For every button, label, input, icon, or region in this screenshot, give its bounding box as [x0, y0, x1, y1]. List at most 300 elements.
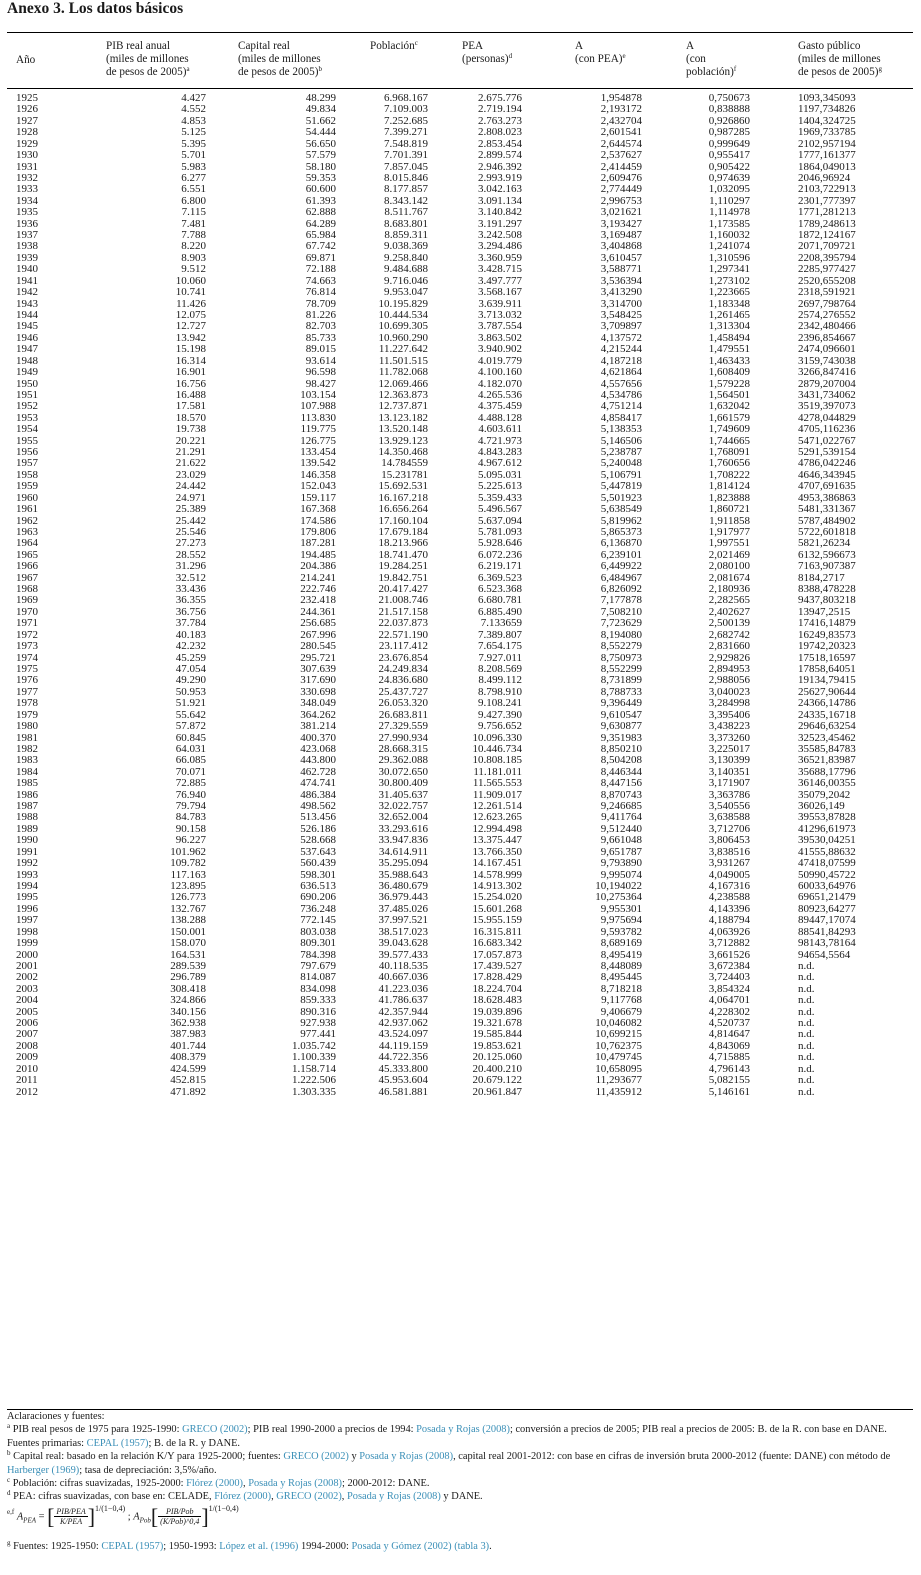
cell-gasto: 25627,90644: [798, 685, 856, 698]
cell-gasto: 41296,61973: [798, 822, 856, 835]
table-row: [0, 1041, 921, 1052]
ref-link[interactable]: GRECO (2002): [182, 1424, 248, 1436]
cell-a-pob: 3,373260: [708, 731, 750, 744]
cell-capital: 295.721: [300, 651, 336, 664]
table-row: [0, 241, 921, 252]
cell-anio: 1978: [16, 697, 38, 710]
cell-capital: 119.775: [300, 423, 336, 436]
cell-pib: 47.054: [175, 663, 206, 675]
cell-gasto: 35079,2042: [798, 788, 851, 801]
cell-a-pob: 5,082155: [708, 1074, 750, 1087]
cell-poblacion: 27.329.559: [378, 720, 428, 733]
cell-anio: 1927: [16, 114, 38, 127]
cell-pea: 7.389.807: [478, 628, 522, 641]
cell-pea: 14.578.999: [472, 868, 522, 881]
cell-poblacion: 10.444.534: [378, 308, 428, 321]
cell-pib: 64.031: [175, 742, 206, 755]
cell-gasto: 89447,17074: [798, 914, 856, 927]
table-row: [0, 436, 921, 447]
cell-capital: 267.996: [300, 628, 336, 641]
cell-capital: 977.441: [300, 1028, 336, 1041]
cell-a-pea: 3,169487: [600, 229, 642, 242]
ref-link[interactable]: López et al. (1996): [219, 1540, 299, 1552]
cell-pea: 12.623.265: [472, 811, 522, 824]
cell-gasto: 4646,343945: [798, 468, 856, 481]
table-row: [0, 504, 921, 515]
cell-pib: 123.895: [170, 879, 206, 892]
table-row: [0, 162, 921, 173]
cell-capital: 1.035.742: [292, 1039, 336, 1052]
cell-pea: 7.927.011: [478, 651, 522, 664]
cell-poblacion: 36.480.679: [378, 879, 428, 892]
cell-pib: 4.552: [181, 103, 206, 116]
cell-gasto: 2342,480466: [798, 320, 856, 333]
cell-pib: 5.125: [181, 126, 206, 139]
cell-a-pob: 1,160032: [708, 229, 750, 242]
cell-pea: 3.787.554: [478, 320, 522, 333]
cell-pea: 5.928.646: [478, 537, 522, 550]
cell-anio: 1937: [16, 229, 38, 242]
cell-anio: 1954: [16, 423, 38, 436]
ref-link[interactable]: Posada y Rojas (2008): [416, 1424, 510, 1436]
cell-gasto: 80923,64277: [798, 902, 856, 915]
cell-anio: 1947: [16, 343, 38, 356]
cell-pib: 25.546: [175, 525, 206, 538]
table-row: [0, 904, 921, 915]
cell-pib: 8.903: [181, 251, 206, 264]
cell-a-pob: 1,183348: [708, 297, 750, 310]
cell-pib: 51.921: [175, 697, 206, 710]
cell-a-pob: 1,997551: [708, 537, 750, 550]
cell-a-pob: 2,402627: [708, 605, 750, 618]
cell-capital: 159.117: [300, 491, 336, 504]
cell-capital: 834.098: [300, 982, 336, 995]
cell-capital: 174.586: [300, 514, 336, 527]
cell-a-pob: 2,500139: [708, 617, 750, 630]
cell-capital: 809.301: [300, 937, 336, 950]
cell-a-pob: 3,712882: [708, 937, 750, 950]
cell-anio: 1995: [16, 891, 38, 904]
cell-pea: 5.781.093: [478, 525, 522, 538]
cell-pib: 289.539: [170, 959, 206, 972]
cell-capital: 51.662: [305, 114, 336, 127]
ref-link[interactable]: CEPAL (1957): [101, 1540, 164, 1552]
cell-poblacion: 45.333.800: [378, 1062, 428, 1075]
cell-a-pea: 3,588771: [600, 263, 642, 276]
table-row: [0, 1087, 921, 1098]
cell-a-pob: 1,114978: [709, 206, 750, 219]
cell-a-pob: 4,188794: [708, 914, 750, 927]
cell-pib: 138.288: [170, 914, 206, 927]
cell-poblacion: 35.295.094: [378, 857, 428, 870]
cell-anio: 1941: [16, 274, 38, 287]
cell-capital: 381.214: [300, 720, 336, 733]
cell-gasto: 2208,395794: [798, 251, 856, 264]
cell-capital: 814.087: [300, 971, 336, 984]
table-top-rule: [7, 32, 913, 33]
cell-a-pea: 5,865373: [600, 525, 642, 538]
cell-a-pea: 8,718218: [600, 982, 642, 995]
cell-capital: 280.545: [300, 640, 336, 653]
cell-gasto: 35585,84783: [798, 742, 856, 755]
cell-a-pob: 1,661579: [708, 411, 750, 424]
table-row: [0, 778, 921, 789]
cell-pea: 2.719.194: [478, 103, 522, 116]
cell-anio: 2012: [16, 1085, 38, 1098]
cell-anio: 2002: [16, 971, 38, 984]
cell-capital: 62.888: [305, 206, 336, 219]
cell-capital: 859.333: [300, 994, 336, 1007]
cell-pib: 109.782: [170, 857, 206, 870]
cell-pea: 17.828.429: [472, 971, 522, 984]
cell-gasto: n.d.: [798, 971, 815, 984]
cell-pea: 4.603.611: [478, 423, 522, 436]
cell-gasto: 2046,96924: [798, 171, 851, 184]
cell-poblacion: 22.571.190: [378, 628, 428, 641]
table-row: [0, 607, 921, 618]
cell-a-pea: 3,193427: [600, 217, 642, 230]
ref-link[interactable]: CEPAL (1957): [86, 1437, 149, 1449]
table-row: [0, 230, 921, 241]
cell-pib: 70.071: [175, 765, 206, 778]
cell-gasto: 88541,84293: [798, 925, 856, 938]
cell-pib: 36.355: [175, 594, 206, 607]
cell-poblacion: 21.008.746: [378, 594, 428, 607]
cell-gasto: 1872,124167: [798, 229, 856, 242]
table-row: [0, 538, 921, 549]
cell-pib: 6.551: [181, 183, 206, 196]
cell-capital: 1.158.714: [292, 1062, 336, 1075]
cell-anio: 1990: [16, 834, 38, 847]
cell-anio: 1953: [16, 411, 38, 424]
cell-pib: 24.442: [175, 480, 206, 493]
cell-gasto: 17858,64051: [798, 663, 856, 675]
cell-pea: 8.499.112: [478, 674, 522, 687]
cell-poblacion: 8.511.767: [384, 206, 428, 219]
table-row: [0, 595, 921, 606]
cell-poblacion: 10.195.829: [378, 297, 428, 310]
cell-gasto: 35688,17796: [798, 765, 856, 778]
cell-gasto: 4953,386863: [798, 491, 856, 504]
cell-a-pea: 8,788733: [600, 685, 642, 698]
table-row: [0, 356, 921, 367]
cell-a-pea: 9,661048: [600, 834, 642, 847]
table-row: [0, 390, 921, 401]
cell-poblacion: 26.053.320: [378, 697, 428, 710]
cell-gasto: 39553,87828: [798, 811, 856, 824]
cell-gasto: 4705,116236: [798, 423, 856, 436]
cell-capital: 56.650: [305, 137, 336, 150]
header-a-pob: A (con población)$^f$: [686, 40, 737, 79]
cell-anio: 1933: [16, 183, 38, 196]
cell-a-pob: 1,579228: [708, 377, 750, 390]
cell-pea: 4.967.612: [478, 457, 522, 470]
cell-pea: 5.637.094: [478, 514, 522, 527]
cell-pea: 4.100.160: [478, 366, 522, 379]
table-row: [0, 127, 921, 138]
cell-pib: 72.885: [175, 777, 206, 790]
cell-capital: 560.439: [300, 857, 336, 870]
cell-pib: 424.599: [170, 1062, 206, 1075]
cell-a-pob: 3,638588: [708, 811, 750, 824]
cell-anio: 1960: [16, 491, 38, 504]
cell-a-pob: 3,040023: [708, 685, 750, 698]
cell-capital: 1.100.339: [292, 1051, 336, 1064]
cell-a-pea: 9,630877: [600, 720, 642, 733]
cell-gasto: n.d.: [798, 994, 815, 1007]
header-anio: Año: [16, 54, 36, 66]
cell-a-pob: 3,661526: [708, 948, 750, 961]
cell-pea: 3.140.842: [478, 206, 522, 219]
cell-anio: 1942: [16, 286, 38, 299]
cell-anio: 1935: [16, 206, 38, 219]
cell-capital: 60.600: [305, 183, 336, 196]
cell-anio: 1955: [16, 434, 38, 447]
footnotes-heading: Aclaraciones y fuentes:: [7, 1411, 105, 1422]
table-row: [0, 550, 921, 561]
table-row: [0, 561, 921, 572]
cell-gasto: 2574,276552: [798, 308, 856, 321]
cell-a-pob: 2,894953: [708, 663, 750, 675]
cell-capital: 96.598: [305, 366, 336, 379]
cell-a-pea: 6,136870: [600, 537, 642, 550]
cell-pea: 2.946.392: [478, 160, 522, 173]
cell-a-pea: 5,501923: [600, 491, 642, 504]
cell-a-pob: 3,140351: [708, 765, 750, 778]
cell-gasto: 69651,21479: [798, 891, 856, 904]
cell-poblacion: 14.784559: [381, 457, 428, 470]
cell-pea: 10.808.185: [472, 754, 522, 767]
cell-gasto: 16249,83573: [798, 628, 856, 641]
cell-anio: 2006: [16, 1017, 38, 1030]
cell-pea: 6.219.171: [478, 560, 522, 573]
cell-a-pea: 2,601541: [600, 126, 642, 139]
cell-a-pea: 4,557656: [600, 377, 642, 390]
cell-pea: 15.601.268: [472, 902, 522, 915]
cell-anio: 2003: [16, 982, 38, 995]
cell-poblacion: 9.953.047: [384, 286, 428, 299]
cell-anio: 1944: [16, 308, 38, 321]
ref-link[interactable]: Flórez (2000): [214, 1491, 272, 1503]
cell-pib: 23.029: [175, 468, 206, 481]
cell-gasto: 32523,45462: [798, 731, 856, 744]
ref-link[interactable]: (tabla 3): [454, 1540, 490, 1552]
cell-poblacion: 9.716.046: [384, 274, 428, 287]
cell-capital: 222.746: [300, 583, 336, 596]
cell-a-pob: 3,130399: [708, 754, 750, 767]
cell-a-pob: 4,843069: [708, 1039, 750, 1052]
cell-pea: 3.428.715: [478, 263, 522, 276]
cell-anio: 1968: [16, 583, 38, 596]
ref-link[interactable]: Posada y Rojas (2008): [347, 1491, 441, 1503]
cell-a-pea: 4,751214: [600, 400, 642, 413]
cell-pea: 7.133659: [480, 617, 522, 630]
cell-poblacion: 8.859.311: [384, 229, 428, 242]
cell-capital: 107.988: [300, 400, 336, 413]
cell-capital: 690.206: [300, 891, 336, 904]
cell-anio: 1938: [16, 240, 38, 253]
cell-anio: 1967: [16, 571, 38, 584]
cell-gasto: 36521,83987: [798, 754, 856, 767]
cell-a-pea: 3,536394: [600, 274, 642, 287]
cell-gasto: 1404,324725: [798, 114, 856, 127]
cell-gasto: 60033,64976: [798, 879, 856, 892]
cell-poblacion: 30.072.650: [378, 765, 428, 778]
cell-anio: 1934: [16, 194, 38, 207]
cell-pea: 12.261.514: [472, 800, 522, 813]
cell-pib: 96.227: [175, 834, 206, 847]
cell-anio: 1961: [16, 503, 38, 516]
table-row: [0, 196, 921, 207]
table-row: [0, 516, 921, 527]
cell-gasto: 19134,79415: [798, 674, 856, 687]
cell-capital: 1.303.335: [292, 1085, 336, 1098]
cell-pea: 9.427.390: [478, 708, 522, 721]
cell-pib: 324.866: [170, 994, 206, 1007]
cell-pib: 101.962: [170, 845, 206, 858]
cell-gasto: 98143,78164: [798, 937, 856, 950]
cell-a-pob: 0,955417: [708, 149, 750, 162]
cell-a-pob: 1,310596: [708, 251, 750, 264]
cell-a-pob: 2,180936: [708, 583, 750, 596]
cell-poblacion: 24.249.834: [378, 663, 428, 675]
cell-a-pea: 2,609476: [600, 171, 642, 184]
cell-pea: 7.654.175: [478, 640, 522, 653]
cell-a-pob: 0,926860: [708, 114, 750, 127]
table-row: [0, 447, 921, 458]
cell-capital: 179.806: [300, 525, 336, 538]
cell-capital: 76.814: [305, 286, 336, 299]
cell-anio: 1999: [16, 937, 38, 950]
table-row: [0, 812, 921, 823]
table-row: [0, 824, 921, 835]
table-row: [0, 93, 921, 104]
cell-pib: 18.570: [175, 411, 206, 424]
cell-poblacion: 43.524.097: [378, 1028, 428, 1041]
cell-anio: 2009: [16, 1051, 38, 1064]
cell-a-pob: 1,173585: [708, 217, 750, 230]
cell-poblacion: 45.953.604: [378, 1074, 428, 1087]
cell-gasto: n.d.: [798, 1051, 815, 1064]
cell-anio: 1989: [16, 822, 38, 835]
header-pib: PIB real anual (miles de millones de pesos de 2005)$^a$: [106, 40, 190, 79]
footnote-b: $^b$ Capital real: basado en la relación K/Y para 1925-2000; fuentes: GRECO (2002) y Posada y Rojas (2008), capital real 2001-2012: con base en cifras de inversión bruta 2000-2012 (fuente: DANE) con método de Harberger (1969); tasa de depreciación: 3,5%/año.: [7, 1449, 891, 1476]
cell-pea: 3.294.486: [478, 240, 522, 253]
cell-gasto: n.d.: [798, 959, 815, 972]
cell-pea: 2.853.454: [478, 137, 522, 150]
cell-anio: 1959: [16, 480, 38, 493]
cell-pib: 10.741: [175, 286, 206, 299]
cell-poblacion: 19.284.251: [378, 560, 428, 573]
cell-capital: 736.248: [300, 902, 336, 915]
cell-poblacion: 15.231781: [381, 468, 428, 481]
cell-a-pea: 9,396449: [600, 697, 642, 710]
cell-a-pea: 9,995074: [600, 868, 642, 881]
ref-link[interactable]: GRECO (2002): [283, 1451, 349, 1463]
cell-a-pob: 4,715885: [708, 1051, 750, 1064]
cell-capital: 98.427: [305, 377, 336, 390]
cell-anio: 2010: [16, 1062, 38, 1075]
ref-link[interactable]: Posada y Rojas (2008): [359, 1451, 454, 1463]
cell-capital: 65.984: [305, 229, 336, 242]
cell-gasto: 2102,957194: [798, 137, 856, 150]
ref-link[interactable]: Posada y Gómez (2002): [351, 1540, 452, 1552]
cell-poblacion: 37.485.026: [378, 902, 428, 915]
cell-pea: 14.167.451: [472, 857, 522, 870]
table-row: [0, 915, 921, 926]
cell-a-pob: 3,438223: [708, 720, 750, 733]
cell-a-pea: 4,137572: [600, 331, 642, 344]
cell-anio: 1952: [16, 400, 38, 413]
cell-poblacion: 11.501.515: [378, 354, 428, 367]
cell-anio: 1983: [16, 754, 38, 767]
cell-pib: 15.198: [175, 343, 206, 356]
cell-poblacion: 15.692.531: [378, 480, 428, 493]
cell-pea: 5.496.567: [478, 503, 522, 516]
cell-poblacion: 33.293.616: [378, 822, 428, 835]
cell-a-pea: 7,723629: [600, 617, 642, 630]
cell-a-pea: 8,552299: [600, 663, 642, 675]
cell-pib: 10.060: [175, 274, 206, 287]
cell-poblacion: 17.160.104: [378, 514, 428, 527]
ref-link[interactable]: Flórez (2000): [186, 1478, 243, 1490]
cell-a-pob: 1,564501: [708, 388, 750, 401]
table-row: [0, 733, 921, 744]
table-row: [0, 1018, 921, 1029]
cell-capital: 67.742: [305, 240, 336, 253]
cell-capital: 400.370: [300, 731, 336, 744]
cell-pib: 25.389: [175, 503, 206, 516]
cell-pea: 19.039.896: [472, 1005, 522, 1018]
cell-a-pob: 1,110297: [709, 194, 750, 207]
cell-anio: 1972: [16, 628, 38, 641]
cell-pib: 6.800: [181, 194, 206, 207]
cell-pib: 5.701: [181, 149, 206, 162]
cell-pib: 84.783: [175, 811, 206, 824]
cell-a-pea: 4,187218: [600, 354, 642, 367]
cell-a-pob: 1,608409: [708, 366, 750, 379]
cell-anio: 1925: [16, 92, 38, 104]
table-row: [0, 584, 921, 595]
ref-link[interactable]: Harberger (1969): [7, 1464, 80, 1476]
cell-gasto: 17518,16597: [798, 651, 856, 664]
cell-a-pea: 2,644574: [600, 137, 642, 150]
cell-a-pob: 1,814124: [708, 480, 750, 493]
cell-gasto: 5821,26234: [798, 537, 851, 550]
ref-link[interactable]: Posada y Rojas (2008): [248, 1478, 342, 1490]
cell-pib: 452.815: [170, 1074, 206, 1087]
table-row: [0, 1029, 921, 1040]
cell-a-pea: 2,996753: [600, 194, 642, 207]
ref-link[interactable]: GRECO (2002): [276, 1491, 342, 1503]
cell-poblacion: 7.252.685: [384, 114, 428, 127]
cell-poblacion: 17.679.184: [378, 525, 428, 538]
table-row: [0, 287, 921, 298]
cell-pib: 408.379: [170, 1051, 206, 1064]
table-row: [0, 264, 921, 275]
cell-anio: 1956: [16, 446, 38, 459]
table-row: [0, 344, 921, 355]
cell-a-pea: 9,651787: [600, 845, 642, 858]
cell-capital: 1.222.506: [292, 1074, 336, 1087]
cell-a-pob: 0,987285: [708, 126, 750, 139]
cell-pea: 8.798.910: [478, 685, 522, 698]
cell-capital: 57.579: [305, 149, 336, 162]
cell-gasto: 5787,484902: [798, 514, 856, 527]
cell-poblacion: 22.037.873: [378, 617, 428, 630]
cell-anio: 1951: [16, 388, 38, 401]
cell-gasto: 5481,331367: [798, 503, 856, 516]
